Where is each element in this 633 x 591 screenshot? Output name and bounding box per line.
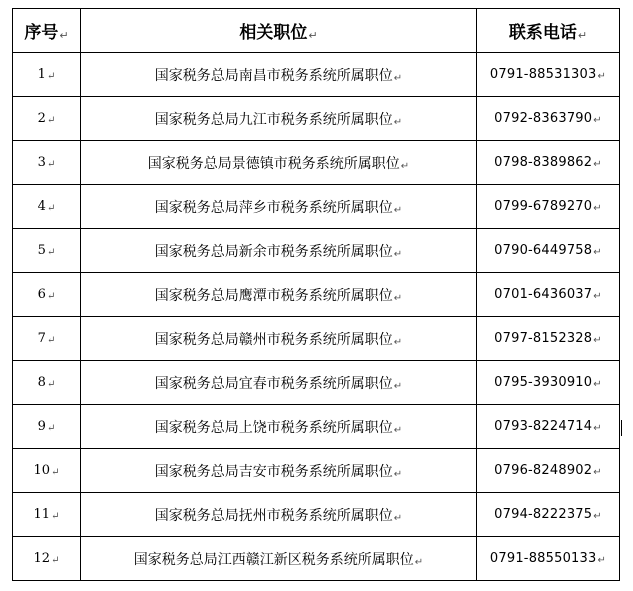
position-cell[interactable] (81, 537, 477, 581)
paragraph-mark-icon: ↵ (393, 336, 403, 348)
paragraph-mark-icon: ↵ (393, 116, 403, 128)
paragraph-mark-icon: ↵ (593, 203, 602, 214)
position-cell[interactable] (81, 361, 477, 405)
phone-cell-text: 0791-88531303 (489, 67, 597, 82)
serial-number-cell-text: 9 (37, 419, 46, 434)
paragraph-mark-icon: ↵ (46, 335, 56, 346)
paragraph-mark-icon: ↵ (593, 247, 602, 258)
position-cell[interactable] (81, 229, 477, 273)
position-cell-text: 国家税务总局萍乡市税务系统所属职位 (154, 199, 393, 216)
position-cell[interactable] (81, 273, 477, 317)
position-cell-text: 国家税务总局赣州市税务系统所属职位 (154, 331, 393, 348)
phone-cell-text: 0790-6449758 (494, 243, 593, 258)
position-cell[interactable] (81, 449, 477, 493)
paragraph-mark-icon: ↵ (593, 467, 602, 478)
header-serial-number[interactable]: 序号↵ (13, 9, 81, 53)
paragraph-mark-icon: ↵ (46, 203, 56, 214)
paragraph-mark-icon: ↵ (593, 159, 602, 170)
position-cell-text: 国家税务总局江西赣江新区税务系统所属职位 (133, 551, 414, 568)
header-row (13, 9, 620, 53)
position-cell[interactable] (81, 493, 477, 537)
paragraph-mark-icon: ↵ (46, 71, 56, 82)
table-row (13, 405, 620, 449)
position-cell[interactable] (81, 405, 477, 449)
phone-cell[interactable] (477, 493, 620, 537)
text-cursor (621, 420, 622, 436)
phone-cell-text: 0701-6436037 (494, 287, 593, 302)
paragraph-mark-icon: ↵ (393, 248, 403, 260)
position-cell[interactable] (81, 185, 477, 229)
paragraph-mark-icon: ↵ (46, 291, 56, 302)
position-cell[interactable] (81, 97, 477, 141)
phone-cell-text: 0796-8248902 (494, 463, 593, 478)
phone-cell[interactable] (477, 53, 620, 97)
paragraph-mark-icon: ↵ (59, 29, 69, 42)
position-cell-text: 国家税务总局宜春市税务系统所属职位 (154, 375, 393, 392)
phone-cell[interactable] (477, 361, 620, 405)
phone-cell[interactable] (477, 273, 620, 317)
paragraph-mark-icon: ↵ (597, 71, 607, 82)
phone-cell[interactable] (477, 185, 620, 229)
serial-number-cell[interactable] (13, 273, 81, 317)
header-phone[interactable]: 联系电话↵ (477, 9, 620, 53)
serial-number-cell-text: 10 (33, 463, 51, 478)
serial-number-cell[interactable] (13, 361, 81, 405)
table-row (13, 229, 620, 273)
position-cell[interactable] (81, 141, 477, 185)
table-row (13, 317, 620, 361)
paragraph-mark-icon: ↵ (400, 160, 410, 172)
table-header (13, 9, 620, 53)
serial-number-cell-text: 4 (37, 199, 46, 214)
paragraph-mark-icon: ↵ (393, 424, 403, 436)
paragraph-mark-icon: ↵ (393, 204, 403, 216)
paragraph-mark-icon: ↵ (46, 379, 56, 390)
serial-number-cell[interactable] (13, 317, 81, 361)
paragraph-mark-icon: ↵ (577, 29, 588, 42)
paragraph-mark-icon: ↵ (393, 292, 403, 304)
phone-cell-text: 0798-8389862 (494, 155, 593, 170)
table-row (13, 449, 620, 493)
phone-cell[interactable] (477, 537, 620, 581)
position-cell[interactable] (81, 317, 477, 361)
serial-number-cell-text: 7 (37, 331, 46, 346)
paragraph-mark-icon: ↵ (393, 468, 403, 480)
phone-cell-text: 0791-88550133 (489, 551, 597, 566)
serial-number-cell-text: 2 (37, 111, 46, 126)
paragraph-mark-icon: ↵ (593, 423, 602, 434)
serial-number-cell[interactable] (13, 229, 81, 273)
paragraph-mark-icon: ↵ (393, 380, 403, 392)
position-cell-text: 国家税务总局上饶市税务系统所属职位 (154, 419, 393, 436)
phone-cell[interactable] (477, 449, 620, 493)
serial-number-cell-text: 8 (37, 375, 46, 390)
phone-cell[interactable] (477, 317, 620, 361)
position-cell-text: 国家税务总局九江市税务系统所属职位 (154, 111, 393, 128)
table-row (13, 537, 620, 581)
serial-number-cell-text: 3 (37, 155, 46, 170)
serial-number-cell-text: 6 (37, 287, 46, 302)
table-row (13, 185, 620, 229)
header-position[interactable]: 相关职位↵ (81, 9, 477, 53)
phone-cell[interactable] (477, 97, 620, 141)
paragraph-mark-icon: ↵ (393, 512, 403, 524)
paragraph-mark-icon: ↵ (593, 291, 602, 302)
table-row (13, 53, 620, 97)
position-cell-text: 国家税务总局鹰潭市税务系统所属职位 (154, 287, 393, 304)
phone-cell[interactable] (477, 405, 620, 449)
phone-cell-text: 0792-8363790 (494, 111, 593, 126)
position-cell-text: 国家税务总局南昌市税务系统所属职位 (154, 67, 393, 84)
serial-number-cell-text: 1 (37, 67, 46, 82)
serial-number-cell[interactable] (13, 185, 81, 229)
phone-cell-text: 0799-6789270 (494, 199, 593, 214)
serial-number-cell[interactable] (13, 141, 81, 185)
serial-number-cell[interactable] (13, 53, 81, 97)
paragraph-mark-icon: ↵ (593, 115, 602, 126)
phone-cell[interactable] (477, 229, 620, 273)
serial-number-cell[interactable] (13, 405, 81, 449)
position-cell-text: 国家税务总局景德镇市税务系统所属职位 (147, 155, 400, 172)
table-row (13, 273, 620, 317)
phone-cell[interactable] (477, 141, 620, 185)
paragraph-mark-icon: ↵ (46, 247, 56, 258)
paragraph-mark-icon: ↵ (597, 555, 607, 566)
table-row (13, 493, 620, 537)
paragraph-mark-icon: ↵ (46, 423, 56, 434)
serial-number-cell-text: 5 (37, 243, 46, 258)
paragraph-mark-icon: ↵ (593, 379, 602, 390)
table-body (13, 53, 620, 581)
paragraph-mark-icon: ↵ (51, 555, 60, 566)
position-cell-text: 国家税务总局吉安市税务系统所属职位 (154, 463, 393, 480)
paragraph-mark-icon: ↵ (51, 511, 60, 522)
position-cell-text: 国家税务总局抚州市税务系统所属职位 (154, 507, 393, 524)
phone-cell-text: 0795-3930910 (494, 375, 593, 390)
serial-number-cell-text: 12 (33, 551, 51, 566)
paragraph-mark-icon: ↵ (46, 159, 56, 170)
serial-number-cell[interactable] (13, 449, 81, 493)
contact-table (12, 8, 620, 581)
paragraph-mark-icon: ↵ (593, 335, 602, 346)
table-row (13, 361, 620, 405)
paragraph-mark-icon: ↵ (414, 556, 424, 568)
phone-cell-text: 0793-8224714 (494, 419, 593, 434)
position-cell-text: 国家税务总局新余市税务系统所属职位 (154, 243, 393, 260)
paragraph-mark-icon: ↵ (593, 511, 602, 522)
paragraph-mark-icon: ↵ (51, 467, 60, 478)
table-row (13, 141, 620, 185)
phone-cell-text: 0797-8152328 (494, 331, 593, 346)
serial-number-cell[interactable] (13, 97, 81, 141)
phone-cell-text: 0794-8222375 (494, 507, 593, 522)
paragraph-mark-icon: ↵ (46, 115, 56, 126)
serial-number-cell[interactable] (13, 537, 81, 581)
serial-number-cell-text: 11 (33, 507, 51, 522)
paragraph-mark-icon: ↵ (393, 72, 403, 84)
table-row (13, 97, 620, 141)
paragraph-mark-icon: ↵ (308, 29, 318, 42)
serial-number-cell[interactable] (13, 493, 81, 537)
document-page (12, 8, 619, 581)
position-cell[interactable] (81, 53, 477, 97)
